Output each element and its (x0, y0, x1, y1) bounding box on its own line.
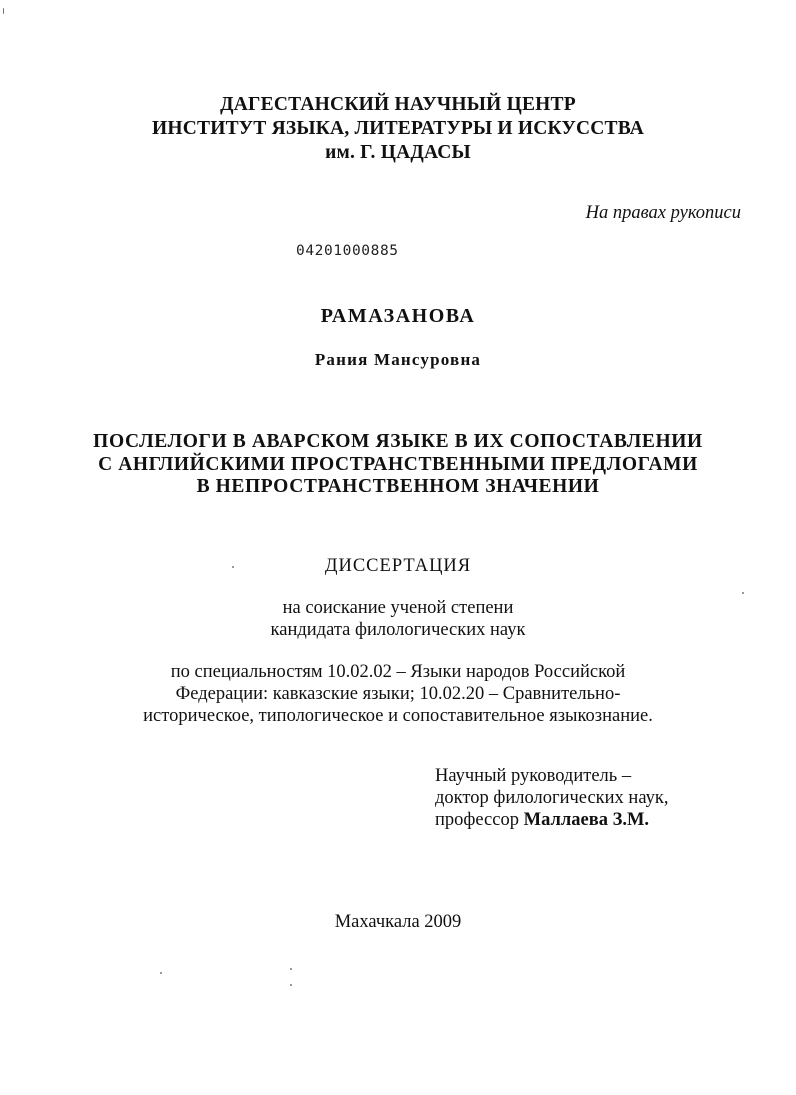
scan-speck (290, 984, 292, 986)
supervisor-line-2: доктор филологических наук, (435, 788, 669, 808)
title-line-1: ПОСЛЕЛОГИ В АВАРСКОМ ЯЗЫКЕ В ИХ СОПОСТАВЛЕНИИ (93, 431, 703, 452)
scan-speck (290, 968, 292, 970)
title-line-2: С АНГЛИЙСКИМИ ПРОСТРАНСТВЕННЫМИ ПРЕДЛОГАМИ (98, 454, 698, 475)
degree-line-1: на соискание ученой степени (282, 598, 514, 618)
specialties-line-2: Федерации: кавказские языки; 10.02.20 – Сравнительно- (175, 684, 621, 704)
author-surname: РАМАЗАНОВА (320, 305, 476, 327)
specialties-line-3: историческое, типологическое и сопоставительное языкознание. (143, 706, 653, 726)
institution-line-3: им. Г. ЦАДАСЫ (325, 142, 471, 163)
supervisor-line-1: Научный руководитель – (435, 766, 632, 786)
degree-line-2: кандидата филологических наук (270, 620, 526, 640)
supervisor-line-3 (435, 810, 649, 831)
institution-line-2: ИНСТИТУТ ЯЗЫКА, ЛИТЕРАТУРЫ И ИСКУССТВА (151, 118, 644, 139)
scan-speck (232, 566, 234, 568)
work-type: ДИССЕРТАЦИЯ (324, 556, 472, 576)
registration-number: 04201000885 (296, 243, 399, 259)
manuscript-note: На правах рукописи (585, 203, 741, 223)
scan-speck (160, 972, 162, 974)
scan-speck (3, 8, 4, 14)
supervisor-name: Маллаева З.М. (523, 810, 650, 830)
supervisor-title: профессор (435, 810, 524, 830)
institution-line-1: ДАГЕСТАНСКИЙ НАУЧНЫЙ ЦЕНТР (220, 94, 576, 115)
title-line-3: В НЕПРОСТРАНСТВЕННОМ ЗНАЧЕНИИ (196, 476, 600, 497)
scan-speck (742, 592, 744, 594)
specialties-line-1: по специальностям 10.02.02 – Языки народов Российской (170, 662, 626, 682)
place-year: Махачкала 2009 (334, 912, 462, 932)
author-given-names: Рания Мансуровна (314, 350, 482, 369)
